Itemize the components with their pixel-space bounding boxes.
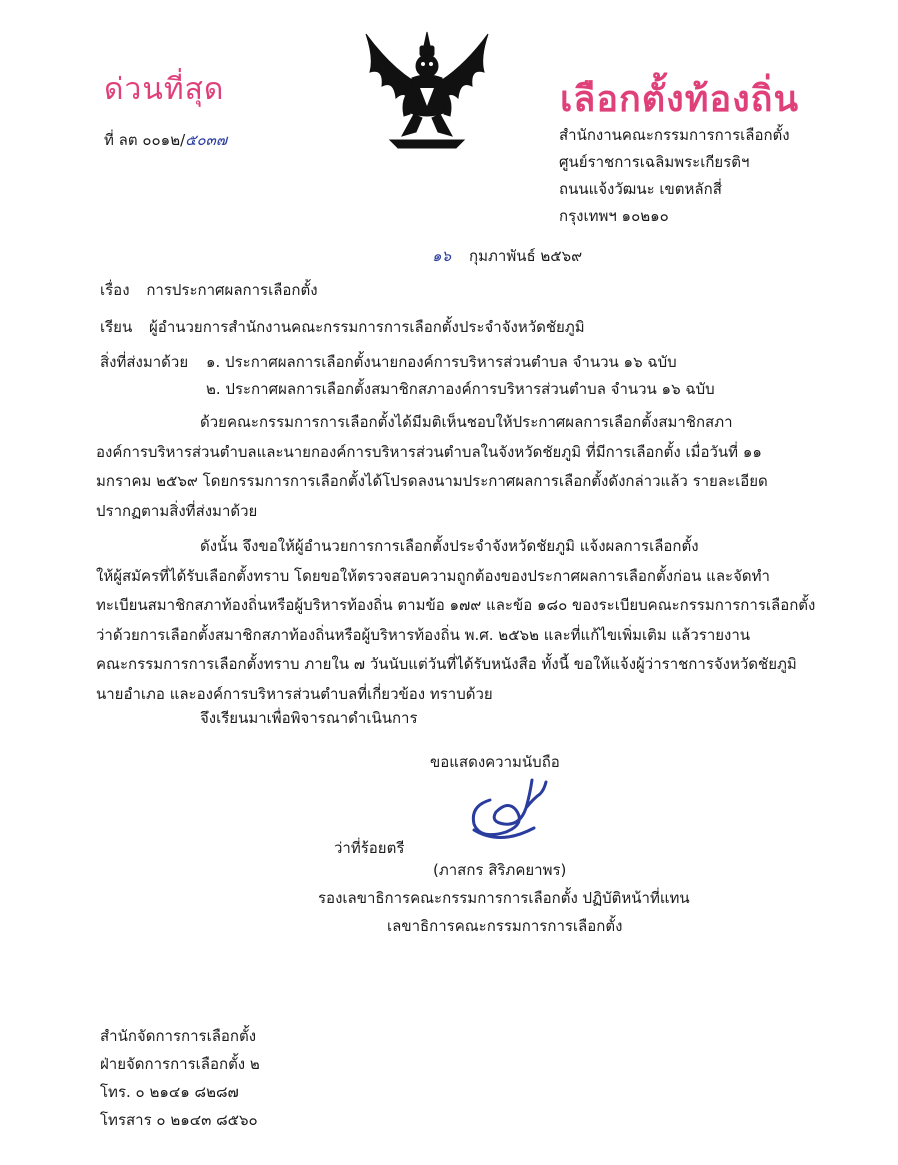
subject-line: [100, 278, 318, 302]
body-paragraph-2: [96, 532, 815, 709]
subject-label: เรื่อง: [100, 281, 130, 299]
body-line: นายอำเภอ และองค์การบริหารส่วนตำบลที่เกี่ยวข้อง ทราบด้วย: [96, 684, 493, 703]
subject-text: การประกาศผลการเลือกตั้ง: [146, 281, 318, 299]
election-stamp: เลือกตั้งท้องถิ่น: [560, 79, 800, 120]
signer-rank: ว่าที่ร้อยตรี: [334, 839, 405, 857]
document-number-prefix: ที่ ลต ๐๐๑๒/: [104, 131, 186, 149]
document-number: [104, 128, 227, 152]
body-line: ให้ผู้สมัครที่ได้รับเลือกตั้งทราบ โดยขอให้ตรวจสอบความถูกต้องของประกาศผลการเลือกตั้งก่อน และจัดทำ: [96, 566, 770, 585]
signer-name: (ภาสกร สิริภคยาพร): [433, 861, 567, 879]
body-line: คณะกรรมการการเลือกตั้งทราบ ภายใน ๗ วันนับแต่วันที่ได้รับหนังสือ ทั้งนี้ ขอให้แจ้งผู้ว่าราชการจังหวัดชัยภูมิ: [96, 655, 797, 673]
sender-line: กรุงเทพฯ ๑๐๒๑๐: [559, 207, 669, 225]
body-line: ด้วยคณะกรรมการการเลือกตั้งได้มีมติเห็นชอบให้ประกาศผลการเลือกตั้งสมาชิกสภา: [200, 413, 733, 431]
sender-line: สำนักงานคณะกรรมการการเลือกตั้ง: [559, 126, 790, 144]
recipient-line: [100, 315, 585, 339]
body-line: องค์การบริหารส่วนตำบลและนายกองค์การบริหารส่วนตำบลในจังหวัดชัยภูมิ ที่มีการเลือกตั้ง เมื่อวันที่ ๑๑: [96, 442, 762, 461]
body-line: ว่าด้วยการเลือกตั้งสมาชิกสภาท้องถิ่นหรือผู้บริหารท้องถิ่น พ.ศ. ๒๕๖๒ และที่แก้ไขเพิ่มเติม แล้วรายงาน: [96, 625, 751, 644]
enclosures-label: สิ่งที่ส่งมาด้วย: [100, 353, 189, 371]
recipient-text: ผู้อำนวยการสำนักงานคณะกรรมการการเลือกตั้งประจำจังหวัดชัยภูมิ: [149, 318, 585, 336]
footer-line: โทรสาร ๐ ๒๑๔๓ ๘๕๖๐: [100, 1111, 258, 1129]
closing-request: จึงเรียนมาเพื่อพิจารณาดำเนินการ: [200, 709, 418, 727]
footer-line: โทร. ๐ ๒๑๔๑ ๘๒๘๗: [100, 1083, 239, 1101]
signature-scribble: [460, 770, 560, 850]
document-date: [432, 244, 582, 268]
document-number-handwritten: ๕๐๓๗: [185, 131, 228, 149]
recipient-label: เรียน: [100, 318, 133, 336]
footer-line: ฝ่ายจัดการการเลือกตั้ง ๒: [100, 1055, 260, 1073]
body-line: ปรากฏตามสิ่งที่ส่งมาด้วย: [96, 501, 258, 520]
date-month-year: กุมภาพันธ์ ๒๕๖๙: [469, 247, 583, 265]
sender-line: ศูนย์ราชการเฉลิมพระเกียรติฯ: [559, 153, 750, 171]
enclosure-item: ๒. ประกาศผลการเลือกตั้งสมาชิกสภาองค์การบริหารส่วนตำบล จำนวน ๑๖ ฉบับ: [206, 380, 715, 398]
signer-position: รองเลขาธิการคณะกรรมการการเลือกตั้ง ปฏิบัติหน้าที่แทน: [318, 889, 690, 907]
date-day-handwritten: ๑๖: [432, 247, 452, 265]
sender-address: [559, 122, 790, 230]
complimentary-close: ขอแสดงความนับถือ: [430, 753, 560, 771]
body-line: ดังนั้น จึงขอให้ผู้อำนวยการการเลือกตั้งประจำจังหวัดชัยภูมิ แจ้งผลการเลือกตั้ง: [200, 537, 699, 555]
enclosure-item: ๑. ประกาศผลการเลือกตั้งนายกองค์การบริหารส่วนตำบล จำนวน ๑๖ ฉบับ: [206, 353, 677, 371]
body-line: มกราคม ๒๕๖๙ โดยกรรมการการเลือกตั้งได้โปรดลงนามประกาศผลการเลือกตั้งดังกล่าวแล้ว รายละเอียด: [96, 472, 768, 490]
urgent-stamp: ด่วนที่สุด: [104, 72, 225, 107]
signer-position: เลขาธิการคณะกรรมการการเลือกตั้ง: [387, 917, 623, 935]
body-line: ทะเบียนสมาชิกสภาท้องถิ่นหรือผู้บริหารท้องถิ่น ตามข้อ ๑๗๙ และข้อ ๑๘๐ ของระเบียบคณะกรรมการการเลือกตั้ง: [96, 596, 816, 614]
footer-contact: [100, 1022, 260, 1134]
body-paragraph-1: [96, 408, 768, 526]
garuda-emblem-icon: [360, 28, 494, 150]
sender-line: ถนนแจ้งวัฒนะ เขตหลักสี่: [559, 180, 722, 198]
footer-line: สำนักจัดการการเลือกตั้ง: [100, 1027, 257, 1045]
